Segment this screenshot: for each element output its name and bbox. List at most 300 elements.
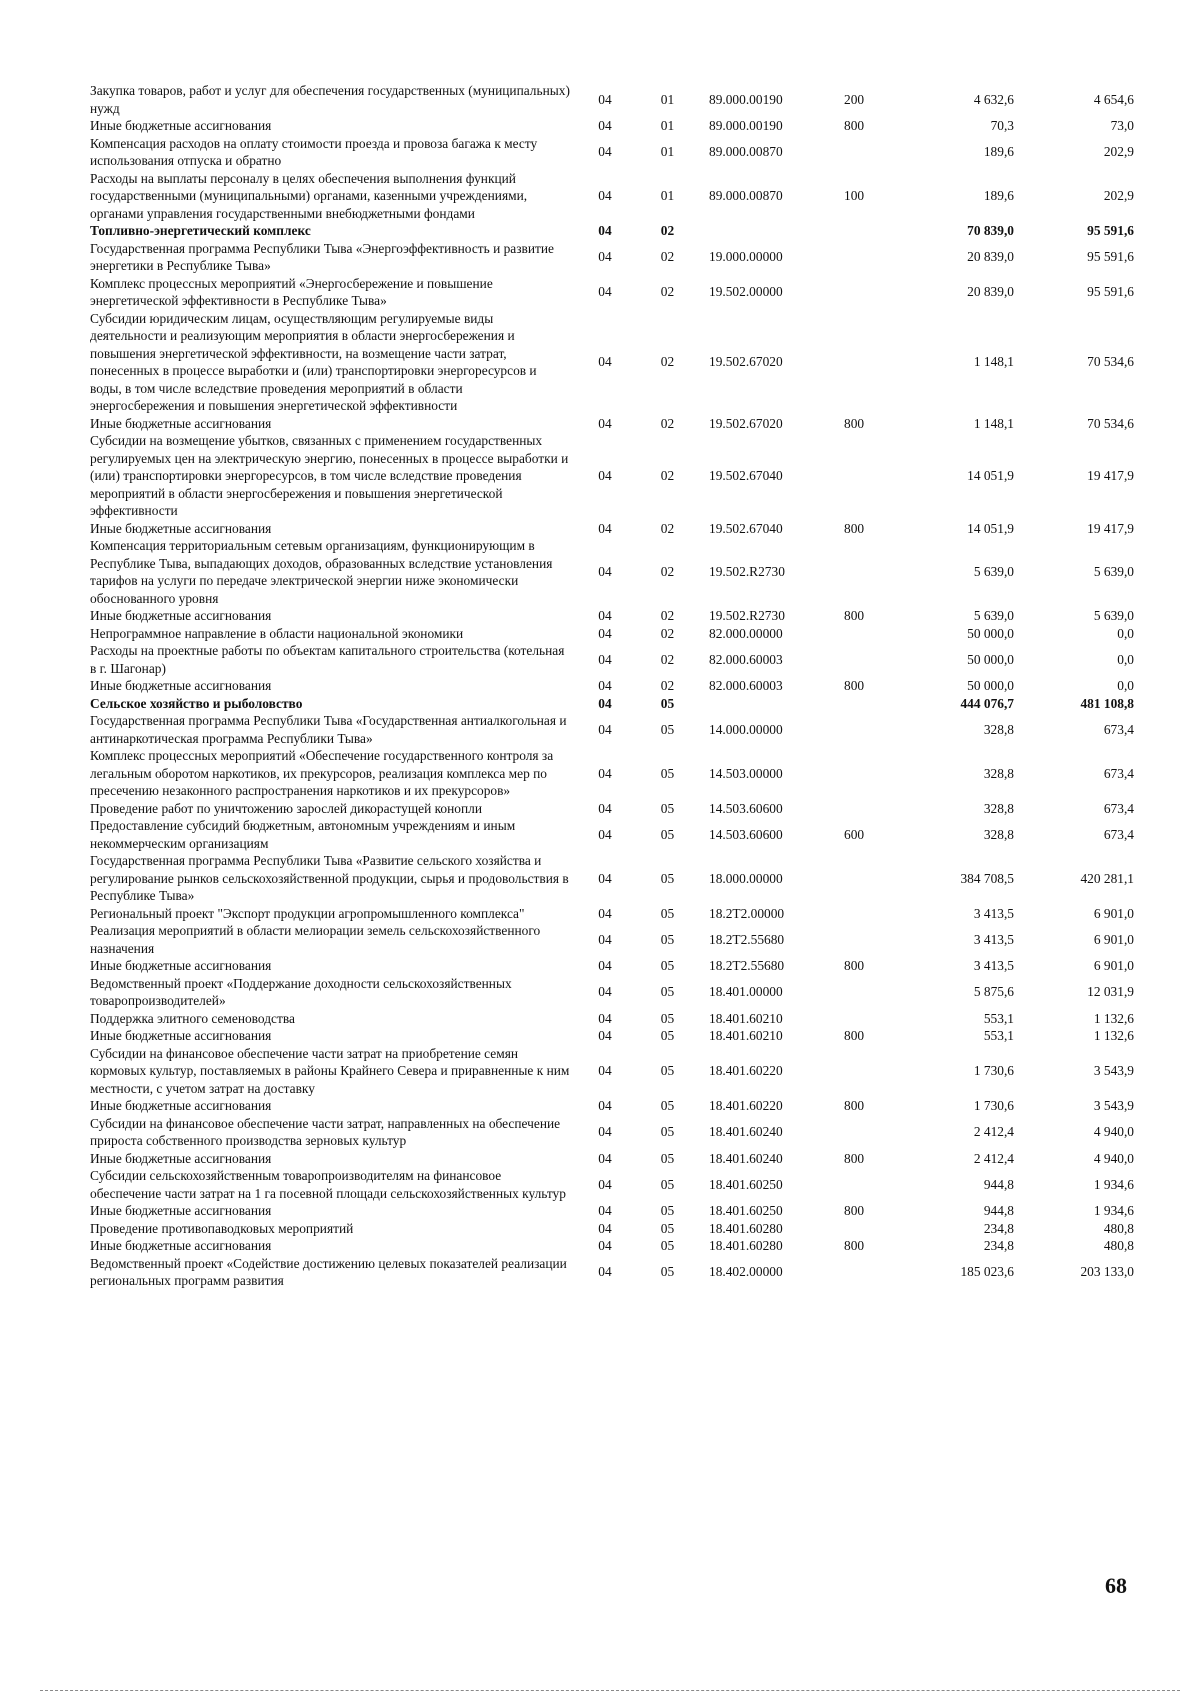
table-row — [90, 1237, 1134, 1255]
row-amount-year-2: 4 940,0 — [1093, 1124, 1134, 1140]
row-subsection-code: 05 — [660, 800, 675, 816]
row-name: Государственная программа Республики Тыва «Государственная антиалкогольная и антинаркотическая программа Республики Тыва» — [90, 713, 567, 746]
row-subsection-code: 02 — [660, 625, 675, 641]
row-amount-year-2: 19 417,9 — [1087, 468, 1134, 483]
row-amount-year-2: 0,0 — [1117, 651, 1134, 667]
table-row — [90, 310, 1134, 415]
row-amount-year-2: 673,4 — [1103, 800, 1134, 816]
row-name: Комплекс процессных мероприятий «Энергосбережение и повышение энергетической эффективности в Республике Тыва» — [90, 275, 493, 308]
table-row — [90, 677, 1134, 695]
table-row — [90, 1255, 1134, 1290]
row-amount-year-2: 1 132,6 — [1093, 1028, 1134, 1043]
row-subsection-code: 02 — [660, 354, 675, 370]
row-amount-year-1: 944,8 — [983, 1203, 1014, 1218]
row-amount-year-1: 444 076,7 — [960, 695, 1014, 711]
table-row — [90, 1045, 1134, 1098]
row-amount-year-1: 553,1 — [983, 1028, 1014, 1043]
row-target-article: 18.401.60220 — [709, 1063, 783, 1078]
table-row — [90, 975, 1134, 1010]
row-name: Иные бюджетные ассигнования — [90, 1098, 272, 1113]
table-row — [90, 957, 1134, 975]
row-name: Закупка товаров, работ и услуг для обеспечения государственных (муниципальных) нужд — [90, 83, 570, 116]
row-subsection-code: 02 — [660, 678, 675, 693]
row-subsection-code: 02 — [660, 520, 675, 536]
table-row — [90, 1167, 1134, 1202]
table-row — [90, 1202, 1134, 1220]
row-expense-type — [844, 275, 904, 310]
table-row — [90, 432, 1134, 520]
row-name: Непрограммное направление в области национальной экономики — [90, 625, 464, 641]
row-section-code: 04 — [598, 1238, 612, 1253]
row-target-article: 82.000.60003 — [709, 651, 783, 667]
row-amount-year-2: 3 543,9 — [1093, 1063, 1134, 1078]
row-section-code: 04 — [598, 354, 612, 370]
table-row — [90, 712, 1134, 747]
row-amount-year-1: 4 632,6 — [973, 91, 1014, 107]
row-amount-year-1: 234,8 — [983, 1220, 1014, 1236]
row-name: Иные бюджетные ассигнования — [90, 1203, 272, 1218]
row-expense-type — [844, 712, 904, 747]
row-amount-year-1: 1 148,1 — [973, 415, 1014, 431]
row-expense-type — [844, 1010, 904, 1028]
row-name: Расходы на проектные работы по объектам капитального строительства (котельная в г. Шагонар) — [90, 643, 565, 676]
row-expense-type: 800 — [844, 415, 865, 431]
row-amount-year-2: 1 132,6 — [1093, 1010, 1134, 1026]
row-section-code: 04 — [598, 1264, 612, 1280]
row-name: Иные бюджетные ассигнования — [90, 118, 272, 133]
row-expense-type — [844, 695, 904, 713]
table-row — [90, 1150, 1134, 1168]
row-target-article: 82.000.60003 — [709, 678, 783, 693]
row-target-article: 14.503.00000 — [709, 765, 783, 781]
row-target-article: 19.502.R2730 — [709, 608, 785, 623]
table-row — [90, 905, 1134, 923]
row-amount-year-1: 384 708,5 — [960, 870, 1014, 886]
row-amount-year-2: 12 031,9 — [1087, 984, 1134, 1000]
row-expense-type — [844, 135, 904, 170]
row-section-code: 04 — [598, 118, 612, 133]
row-target-article: 18.401.60210 — [709, 1028, 783, 1043]
row-subsection-code: 05 — [660, 984, 675, 1000]
row-section-code: 04 — [598, 608, 612, 623]
row-subsection-code: 01 — [660, 91, 675, 107]
row-target-article: 89.000.00190 — [709, 91, 783, 107]
row-amount-year-2: 3 543,9 — [1093, 1098, 1134, 1113]
row-amount-year-1: 50 000,0 — [967, 625, 1014, 641]
row-amount-year-1: 944,8 — [983, 1176, 1014, 1192]
row-amount-year-2: 19 417,9 — [1087, 520, 1134, 536]
row-section-code: 04 — [598, 1028, 612, 1043]
row-target-article: 18.401.60210 — [709, 1010, 783, 1026]
row-amount-year-1: 1 148,1 — [973, 354, 1014, 370]
row-name: Компенсация расходов на оплату стоимости проезда и провоза багажа к месту использования отпуска и обратно — [90, 135, 538, 168]
row-amount-year-1: 189,6 — [983, 188, 1014, 203]
row-name: Топливно-энергетический комплекс — [90, 223, 311, 238]
row-section-code: 04 — [598, 984, 612, 1000]
row-target-article: 18.2Т2.55680 — [709, 958, 785, 973]
row-subsection-code: 05 — [660, 1124, 675, 1140]
row-expense-type — [844, 1167, 904, 1202]
row-section-code: 04 — [598, 249, 612, 265]
row-expense-type: 200 — [844, 91, 865, 107]
row-target-article: 18.401.60220 — [709, 1098, 783, 1113]
row-expense-type: 800 — [844, 608, 865, 623]
table-row — [90, 800, 1134, 818]
row-section-code: 04 — [598, 468, 612, 483]
row-subsection-code: 02 — [660, 468, 675, 483]
row-name: Иные бюджетные ассигнования — [90, 958, 272, 973]
row-amount-year-1: 70 839,0 — [967, 223, 1014, 238]
table-row — [90, 135, 1134, 170]
row-target-article: 19.502.67040 — [709, 520, 783, 536]
budget-table — [90, 82, 1134, 1290]
row-expense-type — [844, 1115, 904, 1150]
row-expense-type — [844, 975, 904, 1010]
row-target-article: 19.502.67020 — [709, 354, 783, 370]
row-amount-year-2: 4 654,6 — [1093, 91, 1134, 107]
row-amount-year-1: 5 639,0 — [973, 564, 1014, 580]
row-name: Компенсация территориальным сетевым организациям, функционирующим в Республике Тыва, выпадающих доходов, образованных вследствие установления тарифов на услуги по передаче электрической энергии ниже экономически обоснованного уровня — [90, 538, 553, 606]
row-section-code: 04 — [598, 1150, 612, 1166]
row-amount-year-2: 673,4 — [1103, 765, 1134, 781]
row-subsection-code: 02 — [660, 284, 675, 300]
page-number: 68 — [1105, 1573, 1127, 1598]
row-section-code: 04 — [598, 520, 612, 536]
row-amount-year-1: 50 000,0 — [967, 651, 1014, 667]
row-section-code: 04 — [598, 1098, 612, 1113]
row-subsection-code: 05 — [660, 958, 675, 973]
row-target-article: 19.502.00000 — [709, 284, 783, 300]
row-amount-year-2: 95 591,6 — [1087, 249, 1134, 265]
row-amount-year-2: 5 639,0 — [1093, 608, 1134, 623]
row-section-code: 04 — [598, 721, 612, 737]
row-expense-type — [844, 642, 904, 677]
row-name: Комплекс процессных мероприятий «Обеспечение государственного контроля за легальным оборотом наркотиков, их прекурсоров, реализация комплекса мер по пресечению незаконного распространения наркотиков и их прекурсоров» — [90, 748, 554, 798]
row-name: Проведение работ по уничтожению зарослей дикорастущей конопли — [90, 800, 482, 816]
row-subsection-code: 05 — [660, 765, 675, 781]
row-subsection-code: 05 — [660, 826, 675, 842]
row-section-code: 04 — [598, 905, 612, 921]
row-target-article: 18.401.60250 — [709, 1203, 783, 1218]
row-name: Иные бюджетные ассигнования — [90, 1150, 272, 1166]
row-name: Субсидии на финансовое обеспечение части затрат, направленных на обеспечение прироста собственного производства зерновых культур — [90, 1115, 561, 1148]
row-amount-year-1: 185 023,6 — [960, 1264, 1014, 1280]
row-section-code: 04 — [598, 564, 612, 580]
row-target-article: 18.401.60280 — [709, 1238, 783, 1253]
table-row — [90, 240, 1134, 275]
row-section-code: 04 — [598, 1203, 612, 1218]
table-row — [90, 170, 1134, 223]
row-subsection-code: 05 — [660, 1238, 675, 1253]
row-subsection-code: 05 — [660, 870, 675, 886]
row-subsection-code: 01 — [660, 188, 675, 203]
row-target-article: 18.401.60240 — [709, 1124, 783, 1140]
row-subsection-code: 05 — [660, 1176, 675, 1192]
row-section-code: 04 — [598, 223, 612, 238]
row-subsection-code: 02 — [660, 564, 675, 580]
row-amount-year-2: 70 534,6 — [1087, 354, 1134, 370]
row-amount-year-1: 2 412,4 — [973, 1150, 1014, 1166]
row-amount-year-1: 1 730,6 — [973, 1098, 1014, 1113]
row-amount-year-1: 3 413,5 — [973, 905, 1014, 921]
table-row — [90, 1097, 1134, 1115]
row-expense-type — [844, 310, 904, 415]
row-target-article: 18.402.00000 — [709, 1264, 783, 1280]
row-amount-year-1: 2 412,4 — [973, 1124, 1014, 1140]
row-section-code: 04 — [598, 144, 612, 160]
row-expense-type: 600 — [844, 826, 865, 842]
row-subsection-code: 05 — [660, 1220, 675, 1236]
row-expense-type: 100 — [844, 188, 865, 203]
row-subsection-code: 05 — [660, 721, 675, 737]
row-target-article: 18.2Т2.55680 — [709, 931, 785, 947]
table-row — [90, 415, 1134, 433]
table-row — [90, 1220, 1134, 1238]
row-amount-year-1: 3 413,5 — [973, 931, 1014, 947]
row-target-article: 19.000.00000 — [709, 249, 783, 265]
row-expense-type — [844, 905, 904, 923]
row-amount-year-2: 480,8 — [1103, 1238, 1134, 1253]
row-amount-year-1: 50 000,0 — [967, 678, 1014, 693]
row-amount-year-1: 189,6 — [983, 144, 1014, 160]
page-bottom-rule — [40, 1690, 1180, 1691]
row-target-article: 19.502.67040 — [709, 468, 783, 483]
row-target-article: 14.000.00000 — [709, 721, 783, 737]
row-expense-type: 800 — [844, 118, 865, 133]
row-expense-type: 800 — [844, 1203, 865, 1218]
row-target-article: 89.000.00190 — [709, 118, 783, 133]
row-expense-type: 800 — [844, 958, 865, 973]
row-amount-year-2: 1 934,6 — [1093, 1203, 1134, 1218]
row-section-code: 04 — [598, 188, 612, 203]
row-amount-year-1: 328,8 — [983, 721, 1014, 737]
row-subsection-code: 05 — [660, 905, 675, 921]
row-expense-type — [844, 852, 904, 905]
row-section-code: 04 — [598, 284, 612, 300]
row-target-article: 18.401.00000 — [709, 984, 783, 1000]
row-expense-type — [844, 1220, 904, 1238]
table-row — [90, 520, 1134, 538]
row-subsection-code: 05 — [660, 1203, 675, 1218]
row-expense-type — [844, 800, 904, 818]
table-section-row — [90, 695, 1134, 713]
table-row — [90, 817, 1134, 852]
row-target-article: 19.502.67020 — [709, 415, 783, 431]
row-subsection-code: 01 — [660, 144, 675, 160]
row-amount-year-1: 328,8 — [983, 800, 1014, 816]
row-section-code: 04 — [598, 678, 612, 693]
row-amount-year-2: 73,0 — [1110, 118, 1134, 133]
row-section-code: 04 — [598, 826, 612, 842]
row-name: Поддержка элитного семеноводства — [90, 1010, 295, 1026]
table-row — [90, 852, 1134, 905]
row-expense-type — [844, 1045, 904, 1098]
table-row — [90, 117, 1134, 135]
row-subsection-code: 05 — [660, 1150, 675, 1166]
row-amount-year-1: 553,1 — [983, 1010, 1014, 1026]
row-subsection-code: 05 — [660, 1063, 675, 1078]
row-expense-type — [844, 625, 904, 643]
table-section-row — [90, 222, 1134, 240]
row-expense-type: 800 — [844, 1150, 865, 1166]
row-amount-year-2: 480,8 — [1103, 1220, 1134, 1236]
row-section-code: 04 — [598, 765, 612, 781]
row-amount-year-2: 70 534,6 — [1087, 415, 1134, 431]
row-expense-type — [844, 240, 904, 275]
row-amount-year-1: 5 875,6 — [973, 984, 1014, 1000]
row-target-article — [695, 695, 844, 713]
row-name: Региональный проект "Экспорт продукции агропромышленного комплекса" — [90, 905, 525, 921]
row-amount-year-2: 5 639,0 — [1093, 564, 1134, 580]
row-expense-type — [844, 1255, 904, 1290]
row-expense-type — [844, 537, 904, 607]
row-subsection-code: 05 — [660, 1264, 675, 1280]
row-name: Расходы на выплаты персоналу в целях обеспечения выполнения функций государственными (муниципальными) органами, казенными учреждениями, органами управления государственными внебюджетными фондами — [90, 170, 528, 221]
row-expense-type — [844, 222, 904, 240]
row-amount-year-1: 70,3 — [990, 118, 1014, 133]
row-amount-year-2: 4 940,0 — [1093, 1150, 1134, 1166]
table-row — [90, 275, 1134, 310]
row-subsection-code: 05 — [660, 1098, 675, 1113]
row-subsection-code: 02 — [660, 249, 675, 265]
row-section-code: 04 — [598, 415, 612, 431]
row-amount-year-2: 202,9 — [1103, 144, 1134, 160]
row-expense-type — [844, 432, 904, 520]
row-amount-year-2: 6 901,0 — [1093, 958, 1134, 973]
row-name: Ведомственный проект «Содействие достижению целевых показателей реализации региональных программ развития — [90, 1255, 567, 1288]
row-name: Государственная программа Республики Тыва «Развитие сельского хозяйства и регулирование рынков сельскохозяйственной продукции, сырья и продовольствия в Республике Тыва» — [90, 853, 569, 903]
row-amount-year-1: 20 839,0 — [967, 284, 1014, 300]
row-expense-type — [844, 747, 904, 800]
row-expense-type: 800 — [844, 1238, 865, 1253]
row-name: Субсидии на финансовое обеспечение части затрат на приобретение семян кормовых культур, поставляемых в районы Крайнего Севера и приравненные к ним местности, с учетом затрат на доставку — [90, 1045, 570, 1096]
table-row — [90, 625, 1134, 643]
table-row — [90, 537, 1134, 607]
table-row — [90, 1115, 1134, 1150]
row-target-article: 19.502.R2730 — [709, 564, 785, 580]
row-amount-year-1: 14 051,9 — [967, 520, 1014, 536]
row-target-article: 89.000.00870 — [709, 144, 783, 160]
row-name: Субсидии на возмещение убытков, связанных с применением государственных регулируемых цен на электрическую энергию, понесенных в процессе выработки и (или) транспортировки энергоресурсов, в том числе вследствие проведения мероприятий в области энергосбережения и повышения энергетической эффективности — [90, 433, 569, 518]
row-amount-year-2: 0,0 — [1117, 625, 1134, 641]
row-amount-year-2: 95 591,6 — [1087, 223, 1134, 238]
row-section-code: 04 — [598, 1176, 612, 1192]
row-section-code: 04 — [598, 870, 612, 886]
table-row — [90, 747, 1134, 800]
row-name: Иные бюджетные ассигнования — [90, 1028, 272, 1043]
row-subsection-code: 02 — [660, 415, 675, 431]
row-subsection-code: 01 — [660, 118, 675, 133]
row-name: Сельское хозяйство и рыболовство — [90, 695, 303, 711]
row-name: Проведение противопаводковых мероприятий — [90, 1220, 354, 1236]
row-amount-year-2: 673,4 — [1103, 826, 1134, 842]
row-amount-year-1: 1 730,6 — [973, 1063, 1014, 1078]
row-section-code: 04 — [598, 1124, 612, 1140]
row-target-article: 18.2Т2.00000 — [709, 905, 785, 921]
row-expense-type: 800 — [844, 678, 865, 693]
row-amount-year-2: 6 901,0 — [1093, 905, 1134, 921]
row-subsection-code: 02 — [660, 608, 675, 623]
row-name: Иные бюджетные ассигнования — [90, 415, 272, 431]
row-section-code: 04 — [598, 1063, 612, 1078]
row-amount-year-2: 673,4 — [1103, 721, 1134, 737]
row-amount-year-1: 234,8 — [983, 1238, 1014, 1253]
row-target-article: 18.401.60280 — [709, 1220, 783, 1236]
row-section-code: 04 — [598, 931, 612, 947]
table-row — [90, 607, 1134, 625]
row-subsection-code: 05 — [660, 695, 675, 711]
table-row — [90, 642, 1134, 677]
row-target-article: 18.401.60240 — [709, 1150, 783, 1166]
row-amount-year-2: 0,0 — [1117, 678, 1134, 693]
row-section-code: 04 — [598, 800, 612, 816]
row-target-article: 18.000.00000 — [709, 870, 783, 886]
row-subsection-code: 02 — [660, 223, 675, 238]
row-amount-year-1: 5 639,0 — [973, 608, 1014, 623]
row-subsection-code: 05 — [660, 1028, 675, 1043]
row-amount-year-2: 95 591,6 — [1087, 284, 1134, 300]
table-row — [90, 82, 1134, 117]
row-name: Ведомственный проект «Поддержание доходности сельскохозяйственных товаропроизводителей» — [90, 975, 512, 1008]
row-target-article: 18.401.60250 — [709, 1176, 783, 1192]
row-expense-type: 800 — [844, 1098, 865, 1113]
row-name: Предоставление субсидий бюджетным, автономным учреждениям и иным некоммерческим организациям — [90, 818, 516, 851]
row-section-code: 04 — [598, 958, 612, 973]
row-name: Иные бюджетные ассигнования — [90, 520, 272, 536]
row-amount-year-2: 202,9 — [1103, 188, 1134, 203]
row-amount-year-1: 3 413,5 — [973, 958, 1014, 973]
row-section-code: 04 — [598, 1220, 612, 1236]
table-row — [90, 1027, 1134, 1045]
row-amount-year-1: 328,8 — [983, 765, 1014, 781]
row-target-article — [695, 222, 844, 240]
row-name: Иные бюджетные ассигнования — [90, 1238, 272, 1253]
row-name: Субсидии юридическим лицам, осуществляющим регулируемые виды деятельности и реализующим мероприятия в области энергосбережения и повышения энергетической эффективности, на возмещение части затрат, понесенных в процессе выработки и (или) транспортировки энергоресурсов и воды, в том числе вследствие проведения мероприятий в области энергосбережения и повышения энергетической эффективности — [90, 310, 537, 413]
row-section-code: 04 — [598, 695, 612, 711]
row-amount-year-1: 328,8 — [983, 826, 1014, 842]
row-target-article: 14.503.60600 — [709, 826, 783, 842]
table-row — [90, 922, 1134, 957]
row-target-article: 14.503.60600 — [709, 800, 783, 816]
row-section-code: 04 — [598, 625, 612, 641]
row-amount-year-1: 14 051,9 — [967, 468, 1014, 483]
row-subsection-code: 05 — [660, 1010, 675, 1026]
row-amount-year-2: 6 901,0 — [1093, 931, 1134, 947]
row-name: Иные бюджетные ассигнования — [90, 678, 272, 693]
row-target-article: 82.000.00000 — [709, 625, 783, 641]
table-row — [90, 1010, 1134, 1028]
row-section-code: 04 — [598, 651, 612, 667]
row-expense-type: 800 — [844, 520, 865, 536]
row-amount-year-1: 20 839,0 — [967, 249, 1014, 265]
row-name: Государственная программа Республики Тыва «Энергоэффективность и развитие энергетики в Республике Тыва» — [90, 240, 554, 273]
row-amount-year-2: 203 133,0 — [1080, 1264, 1134, 1280]
row-name: Субсидии сельскохозяйственным товаропроизводителям на финансовое обеспечение части затрат на 1 га посевной площади сельскохозяйственных культур — [90, 1168, 566, 1201]
row-section-code: 04 — [598, 91, 612, 107]
row-target-article: 89.000.00870 — [709, 188, 783, 203]
row-amount-year-2: 1 934,6 — [1093, 1176, 1134, 1192]
row-subsection-code: 05 — [660, 931, 675, 947]
row-name: Реализация мероприятий в области мелиорации земель сельскохозяйственного назначения — [90, 923, 541, 956]
budget-table-body — [90, 82, 1134, 1290]
row-name: Иные бюджетные ассигнования — [90, 608, 272, 623]
row-amount-year-2: 481 108,8 — [1080, 695, 1134, 711]
row-section-code: 04 — [598, 1010, 612, 1026]
row-amount-year-2: 420 281,1 — [1080, 870, 1134, 886]
row-expense-type: 800 — [844, 1028, 865, 1043]
row-subsection-code: 02 — [660, 651, 675, 667]
row-expense-type — [844, 922, 904, 957]
